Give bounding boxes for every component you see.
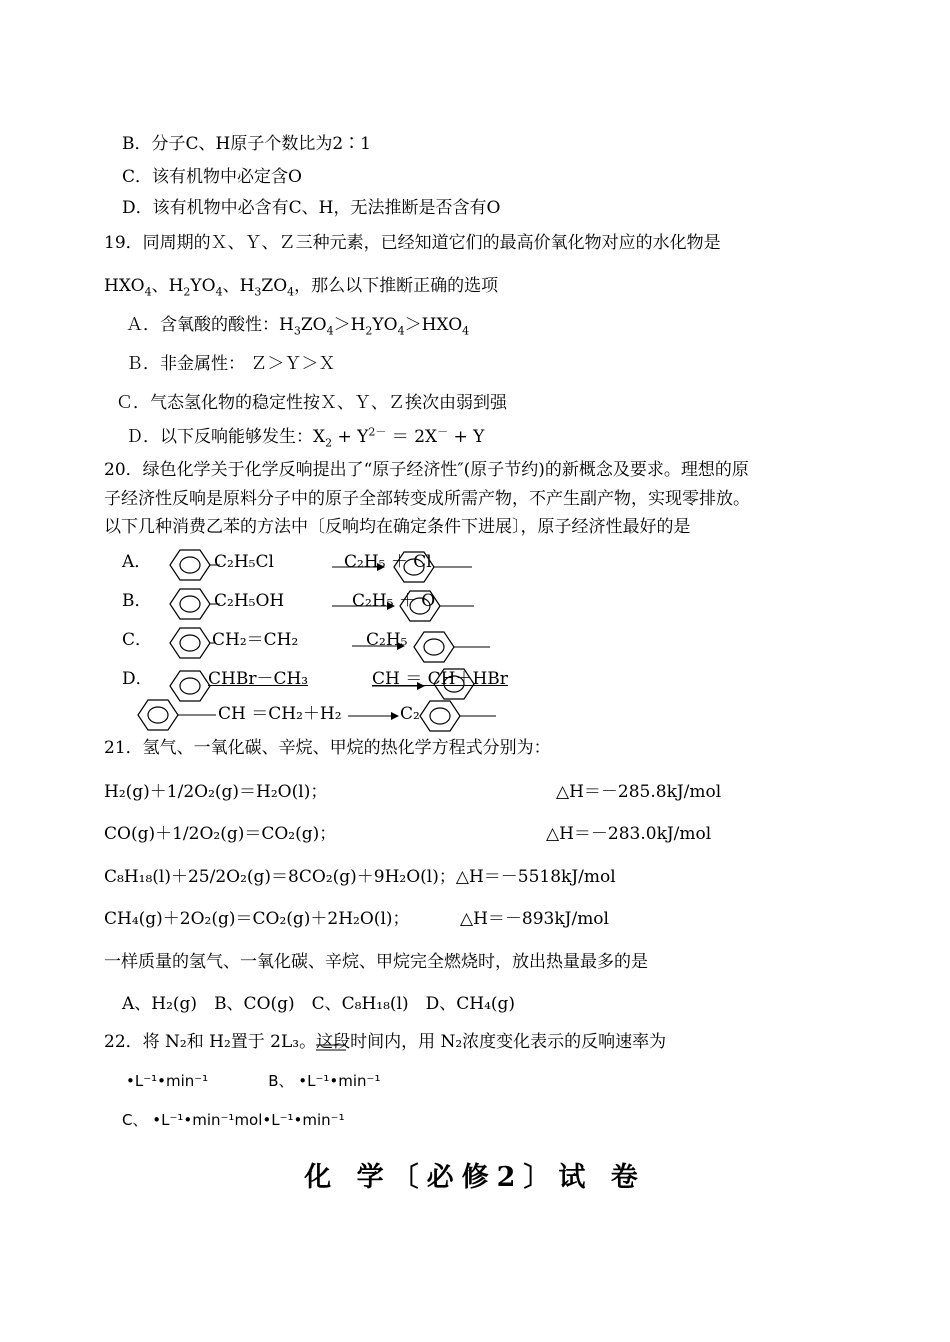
q19-option-d: Ｄ．以下反响能够发生：$X_2 + Y^{2-} = 2X^- + Y$	[126, 425, 485, 450]
q20-option-b-label: B．	[122, 591, 152, 611]
q21-enthalpy-4: △H＝－893kJ/mol	[460, 909, 609, 929]
q18-option-c: C．该有机物中必定含O	[122, 167, 302, 187]
q22-stem: 22．将 N₂和 H₂置于 2L₃。这段时间内，用 N₂浓度变化表示的反响速率为	[104, 1032, 667, 1052]
q19-stem-line2: $HXO_4$、$H_2YO_4$、$H_3ZO_4$，那么以下推断正确的选项	[104, 276, 499, 299]
q20-option-a-label: A．	[122, 552, 152, 572]
q20-option-c-label: C．	[122, 630, 153, 650]
q20-option-d-label: D．	[122, 669, 153, 689]
q19-option-a: Ａ．含氧酸的酸性：$H_3ZO_4>H_2YO_4>HXO_4$	[126, 315, 470, 338]
q20-a-reagent: C₂H₅Cl	[214, 552, 274, 572]
benzene-ring-icon	[170, 589, 210, 619]
q20-d-reagent: CHBr－CH₃	[208, 669, 309, 689]
q18-option-d: D．该有机物中必含有C、H，无法推断是否含有O	[122, 198, 501, 218]
q20-a-product: C₂H₅ ＋ Cl	[344, 552, 432, 572]
q21-equation-2: CO(g)＋1/2O₂(g)＝CO₂(g)；	[104, 824, 337, 844]
q20-stem-line2: 子经济性反响是原料分子中的原子全部转变成所需产物，不产生副产物，实现零排放。	[104, 489, 750, 509]
q19-option-b: Ｂ．非金属性： Ｚ＞Ｙ＞Ｘ	[126, 354, 336, 374]
q22-options-line2: C、 •L⁻¹•min⁻¹mol•L⁻¹•min⁻¹	[122, 1111, 345, 1129]
q21-enthalpy-2: △H＝－283.0kJ/mol	[546, 824, 712, 844]
q20-d-product: CH ＝ CH＋HBr	[372, 669, 508, 689]
q21-enthalpy-1: △H＝－285.8kJ/mol	[556, 782, 722, 802]
q21-options: A、H₂(g) B、CO(g) C、C₈H₁₈(l) D、CH₄(g)	[122, 994, 516, 1014]
q20-d2-product: C₂	[400, 704, 420, 724]
q21-equation-4: CH₄(g)＋2O₂(g)＝CO₂(g)＋2H₂O(l)；	[104, 909, 410, 929]
benzene-ring-icon	[170, 550, 210, 580]
q20-stem-line1: 20．绿色化学关于化学反响提出了“原子经济性″(原子节约)的新概念及要求。理想的原	[104, 460, 749, 480]
benzene-ring-icon	[138, 700, 178, 730]
exam-title: 化 学〔必修2〕试 卷	[304, 1162, 646, 1193]
q18-option-b: B．分子C、H原子个数比为2∶1	[122, 134, 371, 154]
q20-stem-line3: 以下几种消费乙苯的方法中〔反响均在确定条件下进展〕，原子经济性最好的是	[104, 517, 691, 537]
q20-d2-reagent: CH ＝CH₂＋H₂	[218, 704, 342, 724]
benzene-ring-icon	[420, 701, 460, 731]
benzene-ring-icon	[414, 632, 454, 662]
q20-c-reagent: CH₂＝CH₂	[212, 630, 299, 650]
q22-options-line1: •L⁻¹•min⁻¹ B、 •L⁻¹•min⁻¹	[126, 1072, 381, 1090]
q21-question: 一样质量的氢气、一氧化碳、辛烷、甲烷完全燃烧时，放出热量最多的是	[104, 952, 648, 972]
q20-b-reagent: C₂H₅OH	[214, 591, 285, 611]
q21-equation-3: C₈H₁₈(l)＋25/2O₂(g)＝8CO₂(g)＋9H₂O(l)；△H＝－5518kJ/mol	[104, 867, 616, 887]
q21-equation-1: H₂(g)＋1/2O₂(g)＝H₂O(l)；	[104, 782, 328, 802]
benzene-ring-icon	[170, 671, 210, 701]
q20-b-product: C₂H₅ ＋ O	[352, 591, 436, 611]
q21-stem: 21．氢气、一氧化碳、辛烷、甲烷的热化学方程式分别为：	[104, 738, 551, 758]
q19-option-c: Ｃ．气态氢化物的稳定性按Ｘ、Ｙ、Ｚ挨次由弱到强	[116, 393, 507, 413]
q19-stem-line1: 19．同周期的Ｘ、Ｙ、Ｚ三种元素，已经知道它们的最高价氧化物对应的水化物是	[104, 233, 721, 253]
q20-c-product: C₂H₅	[366, 630, 408, 650]
benzene-ring-icon	[170, 628, 210, 658]
